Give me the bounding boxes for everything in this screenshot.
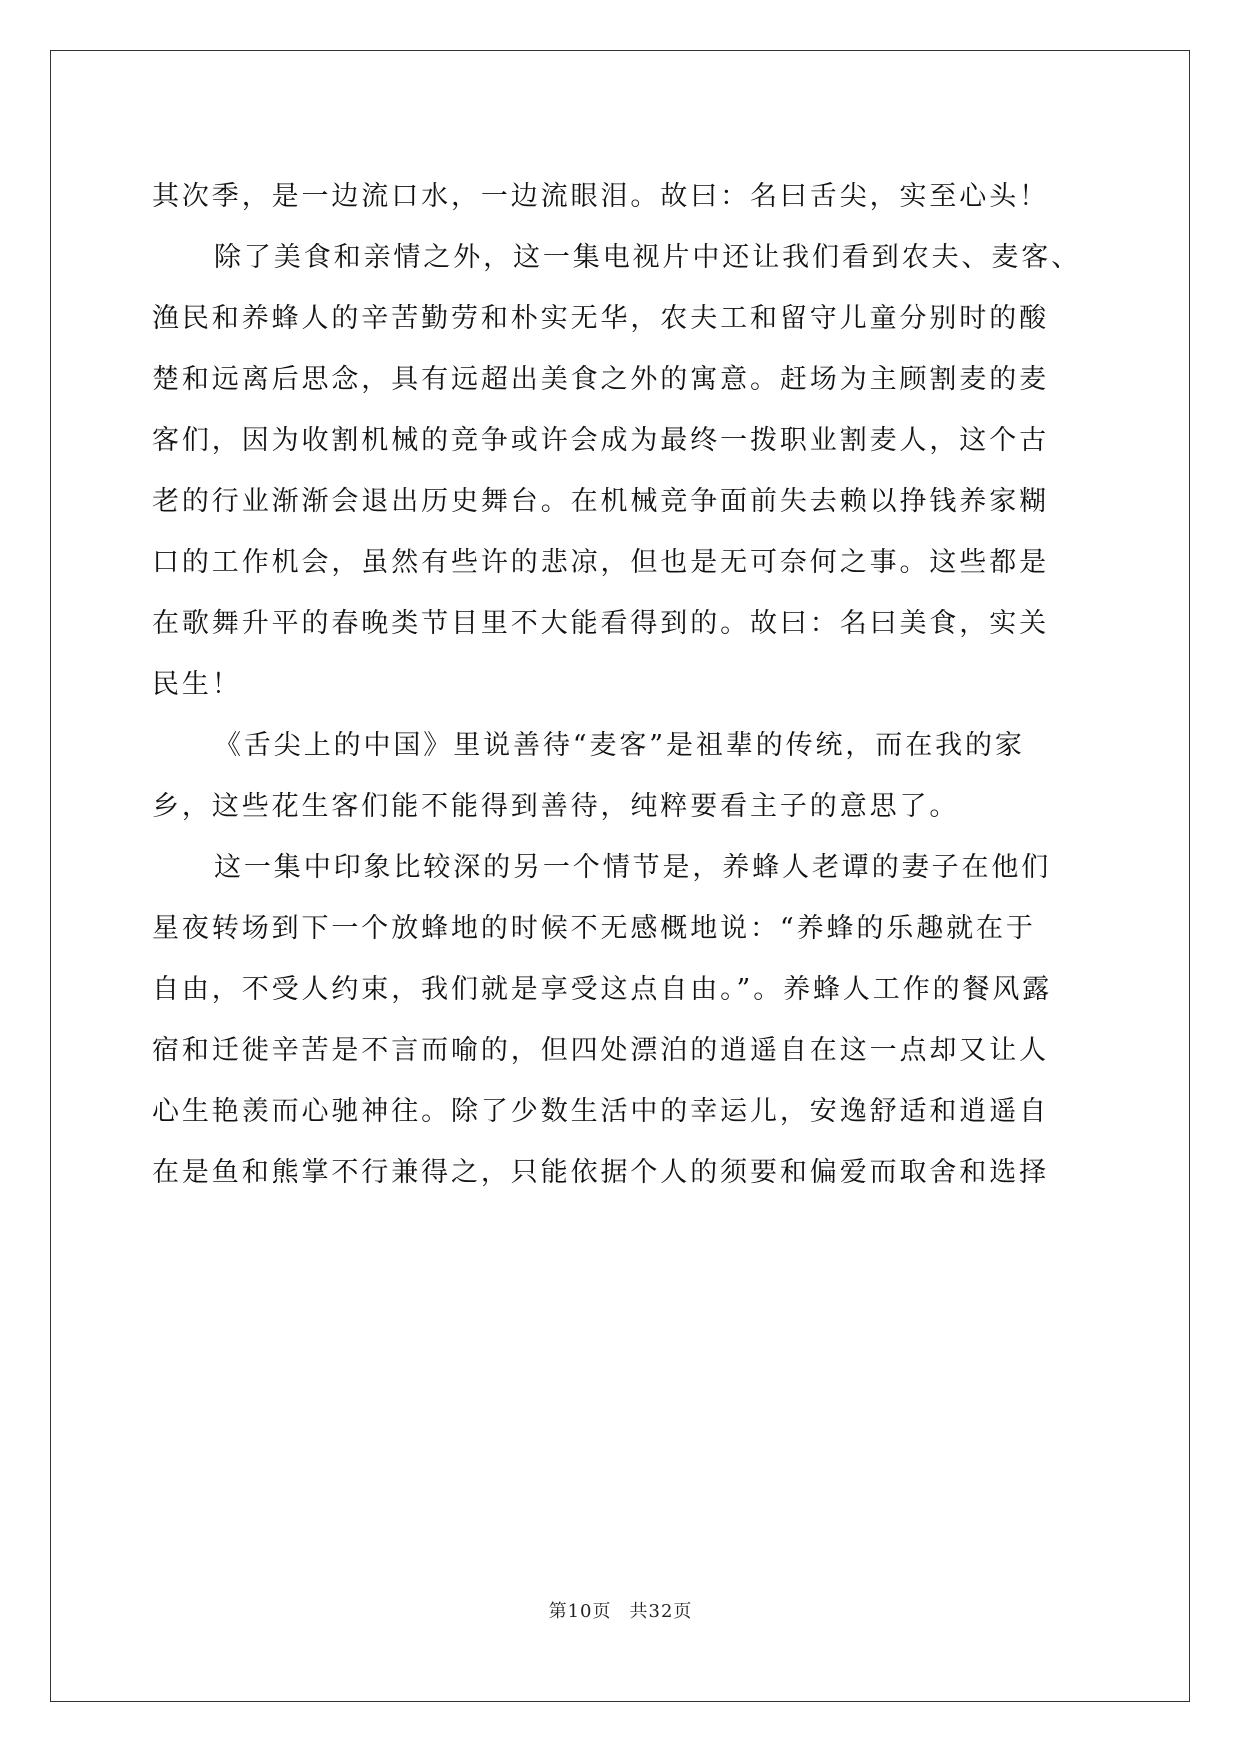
page-number-total: 共32页	[629, 1601, 693, 1622]
text-line: 民生！	[152, 669, 242, 700]
text-line: 楚和远离后思念，具有远超出美食之外的寓意。赶场为主顾割麦的麦	[152, 364, 1049, 395]
text-line: 客们，因为收割机械的竞争或许会成为最终一拨职业割麦人，这个古	[152, 425, 1049, 456]
text-line: 这一集中印象比较深的另一个情节是，养蜂人老谭的妻子在他们	[214, 852, 1052, 883]
text-line: 自由，不受人约束，我们就是享受这点自由。”。养蜂人工作的餐风露	[152, 974, 1053, 1005]
document-body	[152, 166, 1102, 1203]
text-line: 乡，这些花生客们能不能得到善待，纯粹要看主子的意思了。	[152, 791, 960, 822]
text-line: 其次季，是一边流口水，一边流眼泪。故曰：名曰舌尖，实至心头！	[152, 181, 1049, 212]
text-line: 老的行业渐渐会退出历史舞台。在机械竞争面前失去赖以挣钱养家糊	[152, 486, 1049, 517]
page-footer	[0, 1597, 1241, 1623]
text-line: 在是鱼和熊掌不行兼得之，只能依据个人的须要和偏爱而取舍和选择	[152, 1157, 1049, 1188]
text-line: 渔民和养蜂人的辛苦勤劳和朴实无华，农夫工和留守儿童分别时的酸	[152, 303, 1049, 334]
text-line: 除了美食和亲情之外，这一集电视片中还让我们看到农夫、麦客、	[214, 242, 1082, 273]
page-number-current: 第10页	[548, 1601, 612, 1622]
text-line: 口的工作机会，虽然有些许的悲凉，但也是无可奈何之事。这些都是	[152, 547, 1049, 578]
text-line: 星夜转场到下一个放蜂地的时候不无感概地说：“养蜂的乐趣就在于	[152, 913, 1036, 944]
text-line: 心生艳羡而心驰神往。除了少数生活中的幸运儿，安逸舒适和逍遥自	[152, 1096, 1049, 1127]
text-line: 《舌尖上的中国》里说善待“麦客”是祖辈的传统，而在我的家	[214, 730, 1025, 761]
text-line: 在歌舞升平的春晚类节目里不大能看得到的。故曰：名曰美食，实关	[152, 608, 1049, 639]
text-line: 宿和迁徙辛苦是不言而喻的，但四处漂泊的逍遥自在这一点却又让人	[152, 1035, 1049, 1066]
